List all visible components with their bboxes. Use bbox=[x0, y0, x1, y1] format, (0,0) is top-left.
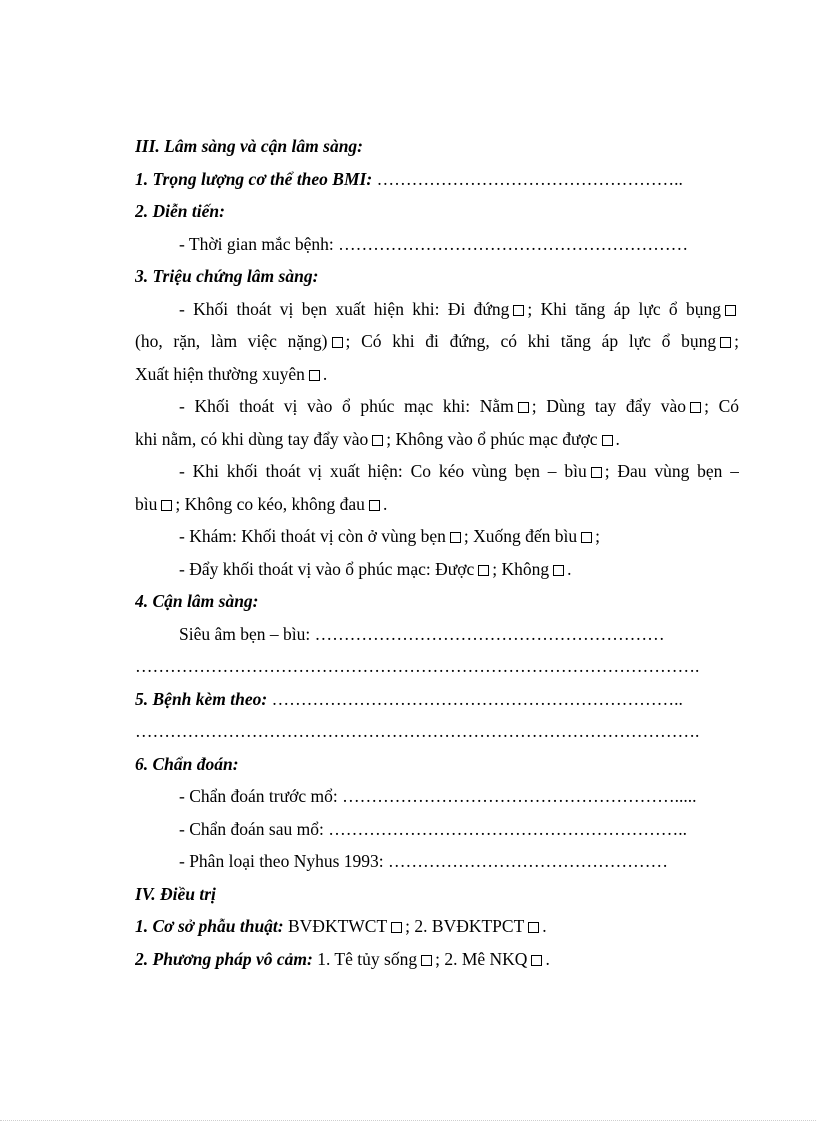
exam-text: ; bbox=[595, 526, 600, 546]
facility-row bbox=[135, 910, 739, 943]
lump-feel-text: . bbox=[382, 493, 388, 514]
exam-text: ; Xuống đến bìu bbox=[463, 526, 578, 546]
lump-appear-line-2 bbox=[135, 325, 739, 358]
lump-reduce-text: - Khối thoát vị vào ổ phúc mạc khi: Nằm bbox=[179, 396, 514, 416]
post-op-row bbox=[135, 813, 739, 846]
lump-appear-text: - Khối thoát vị bẹn xuất hiện khi: Đi đứng bbox=[179, 298, 510, 319]
ultrasound-label: Siêu âm bẹn – bìu: bbox=[179, 623, 311, 644]
comorbid-field[interactable]: …………………………………………………………….. bbox=[271, 688, 683, 709]
lump-appear-text: . bbox=[322, 363, 328, 384]
lump-reduce-line-1 bbox=[135, 390, 739, 423]
checkbox-walking-standing[interactable] bbox=[513, 305, 524, 316]
pre-op-label: - Chẩn đoán trước mổ: bbox=[179, 786, 338, 806]
form-page bbox=[135, 130, 739, 975]
facility-text: BVĐKTWCT bbox=[288, 916, 388, 936]
duration-field[interactable]: …………………………………………………… bbox=[338, 233, 689, 254]
anesthesia-text: ; 2. Mê NKQ bbox=[435, 948, 528, 969]
lump-reduce-text: khi nằm, có khi dùng tay đẩy vào bbox=[135, 428, 369, 449]
checkbox-scrotal[interactable] bbox=[581, 532, 592, 543]
push-text: - Đẩy khối thoát vị vào ổ phúc mạc: Được bbox=[179, 558, 475, 579]
facility-text: . bbox=[542, 916, 547, 936]
lump-appear-line-3 bbox=[135, 358, 739, 391]
progress-heading: 2. Diễn tiến: bbox=[135, 201, 225, 221]
lump-feel-text: ; Đau vùng bẹn – bbox=[604, 461, 739, 481]
ultrasound-field-2[interactable]: ……………………………………………………………………………………. bbox=[135, 656, 700, 676]
lump-feel-line-1 bbox=[135, 455, 739, 488]
exam-row bbox=[135, 520, 739, 553]
post-op-field[interactable]: …………………………………………………….. bbox=[328, 818, 687, 839]
duration-label: - Thời gian mắc bệnh: bbox=[179, 233, 334, 254]
bmi-row bbox=[135, 163, 739, 196]
lump-feel-text: - Khi khối thoát vị xuất hiện: Co kéo vùng bẹn – bìu bbox=[179, 461, 587, 481]
checkbox-spinal[interactable] bbox=[421, 955, 432, 966]
paraclinical-heading: 4. Cận lâm sàng: bbox=[135, 591, 259, 611]
ultrasound-field[interactable]: …………………………………………………… bbox=[314, 623, 665, 644]
nyhus-label: - Phân loại theo Nyhus 1993: bbox=[179, 851, 384, 871]
section-3-heading: III. Lâm sàng và cận lâm sàng: bbox=[135, 136, 364, 156]
checkbox-irreducible[interactable] bbox=[602, 435, 613, 446]
exam-text: - Khám: Khối thoát vị còn ở vùng bẹn bbox=[179, 526, 446, 546]
page-bottom-rule bbox=[0, 1120, 816, 1121]
bmi-label: 1. Trọng lượng cơ thể theo BMI: bbox=[135, 168, 373, 189]
checkbox-lying[interactable] bbox=[518, 402, 529, 413]
lump-appear-text: ; bbox=[734, 331, 739, 351]
lump-appear-text: (ho, rặn, làm việc nặng) bbox=[135, 331, 328, 351]
section-4-heading: IV. Điều trị bbox=[135, 883, 216, 904]
comorbid-field-2[interactable]: ……………………………………………………………………………………. bbox=[135, 721, 700, 741]
checkbox-no-pulling-no-pain[interactable] bbox=[369, 500, 380, 511]
checkbox-bvdktwct[interactable] bbox=[391, 922, 402, 933]
checkbox-abdominal-pressure-2[interactable] bbox=[332, 337, 343, 348]
lump-reduce-text: ; Không vào ổ phúc mạc được bbox=[386, 428, 598, 449]
checkbox-pain[interactable] bbox=[161, 500, 172, 511]
duration-row bbox=[135, 228, 739, 261]
lump-feel-text: ; Không co kéo, không đau bbox=[175, 493, 365, 514]
post-op-label: - Chẩn đoán sau mổ: bbox=[179, 818, 324, 839]
checkbox-walking-or-pressure[interactable] bbox=[720, 337, 731, 348]
facility-label: 1. Cơ sở phẫu thuật: bbox=[135, 916, 284, 936]
lump-reduce-line-2 bbox=[135, 423, 739, 456]
comorbid-label: 5. Bệnh kèm theo: bbox=[135, 688, 268, 709]
anesthesia-row bbox=[135, 943, 739, 976]
lump-reduce-text: ; Dùng tay đẩy vào bbox=[531, 396, 687, 416]
checkbox-pulling[interactable] bbox=[591, 467, 602, 478]
push-row bbox=[135, 553, 739, 586]
lump-appear-text: ; Khi tăng áp lực ổ bụng bbox=[527, 298, 721, 319]
push-text: . bbox=[567, 558, 572, 579]
diagnosis-heading: 6. Chẩn đoán: bbox=[135, 753, 239, 774]
lump-appear-line-1 bbox=[135, 293, 739, 326]
facility-text: ; 2. BVĐKTPCT bbox=[405, 916, 525, 936]
bmi-field[interactable]: …………………………………………….. bbox=[376, 168, 683, 189]
checkbox-abdominal-pressure[interactable] bbox=[725, 305, 736, 316]
checkbox-inguinal[interactable] bbox=[450, 532, 461, 543]
nyhus-field[interactable]: ………………………………………… bbox=[388, 851, 669, 871]
nyhus-row bbox=[135, 845, 739, 878]
lump-feel-line-2 bbox=[135, 488, 739, 521]
lump-appear-text: ; Có khi đi đứng, có khi tăng áp lực ổ bụng bbox=[345, 331, 717, 351]
ultrasound-row bbox=[135, 618, 739, 651]
comorbid-row bbox=[135, 683, 739, 716]
pre-op-row bbox=[135, 780, 739, 813]
lump-reduce-text: . bbox=[615, 428, 620, 449]
pre-op-field[interactable]: …………………………………………………..... bbox=[342, 786, 697, 806]
anesthesia-label: 2. Phương pháp vô cảm: bbox=[135, 948, 313, 969]
anesthesia-text: . bbox=[545, 948, 550, 969]
checkbox-lying-or-push[interactable] bbox=[372, 435, 383, 446]
lump-feel-text: bìu bbox=[135, 493, 158, 514]
checkbox-always-present[interactable] bbox=[309, 370, 320, 381]
checkbox-reducible-yes[interactable] bbox=[478, 565, 489, 576]
lump-reduce-text: ; Có bbox=[704, 396, 739, 416]
checkbox-manual-push[interactable] bbox=[690, 402, 701, 413]
checkbox-reducible-no[interactable] bbox=[553, 565, 564, 576]
checkbox-general-ett[interactable] bbox=[531, 955, 542, 966]
checkbox-bvdktpct[interactable] bbox=[528, 922, 539, 933]
push-text: ; Không bbox=[492, 558, 550, 579]
symptoms-heading: 3. Triệu chứng lâm sàng: bbox=[135, 266, 319, 286]
anesthesia-text: 1. Tê tủy sống bbox=[317, 948, 418, 969]
lump-appear-text: Xuất hiện thường xuyên bbox=[135, 363, 305, 384]
